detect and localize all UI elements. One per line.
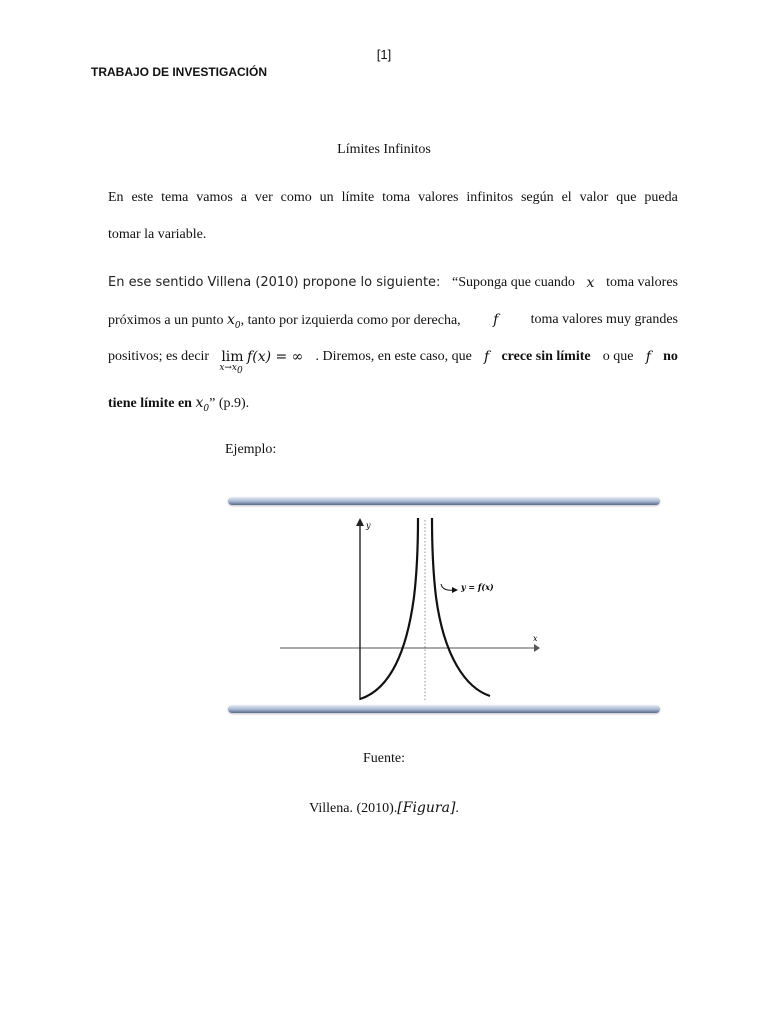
text-segment: positivos; es decir [108,349,210,364]
word: ver [254,190,273,205]
word: valor [579,190,609,205]
text-segment: o que [602,349,634,364]
word: En [108,190,124,205]
variable-f: f [645,349,651,365]
citation: Villena. (2010).[Figura]. [309,800,459,816]
y-axis-label: y [366,521,371,530]
page-number: [1] [376,47,392,62]
paragraph-line [108,312,678,331]
figure-bottom-border [228,705,660,713]
text-segment: . Diremos, en este caso, que [315,349,472,364]
limit-expression: lim $x\to x_0$ f(x) = ∞ [219,349,304,376]
word: límite [341,190,375,205]
intro-text: En ese sentido Villena (2010) propone lo siguiente: [108,275,441,290]
quote-text: toma valores [606,275,678,290]
paragraph-line [108,349,678,376]
quote-start: “Suponga que cuando [452,275,575,290]
left-branch [360,518,418,699]
paragraph-line [108,275,678,291]
right-branch [432,518,490,696]
variable-f: f [493,312,499,328]
figure-word: [Figura] [397,800,456,816]
variable-x: x [586,275,595,291]
word: un [319,190,334,205]
y-axis-arrow [356,518,364,526]
word: tema [161,190,189,205]
word: este [131,190,154,205]
word: a [240,190,247,205]
word: según [520,190,554,205]
label-pointer-arrow [452,587,458,593]
variable-f: f [484,349,490,365]
text-segment: ” (p.9). [209,396,250,411]
figure [228,492,660,718]
text-segment: próximos a un punto $x_0$, tanto por izquierda como por derecha, [108,312,461,331]
example-label: Ejemplo: [225,442,277,457]
text-segment: toma valores muy grandes [530,312,678,327]
paragraph-line: tomar la variable. [108,227,207,242]
running-header: TRABAJO DE INVESTIGACIÓN [91,65,268,79]
paragraph-line [108,395,678,414]
word: vamos [196,190,233,205]
word: como [280,190,312,205]
x-axis-arrow [534,644,540,652]
word: que [616,190,637,205]
word: infinitos [466,190,514,205]
variable-x0: $x_0$ [195,395,210,414]
bold-phrase: tiene límite en [108,396,192,411]
variable-x0: $x_0$ [227,312,241,331]
word: toma [382,190,411,205]
word: valores [418,190,459,205]
x-axis-label: x [533,634,538,643]
word: el [561,190,572,205]
word: pueda [644,190,678,205]
function-graph [228,492,660,718]
source-label: Fuente: [363,751,405,766]
section-title: Límites Infinitos [337,142,431,157]
bold-phrase: no [663,349,678,364]
bold-phrase: crece sin límite [501,349,591,364]
curve-label: y = f(x) [461,582,494,592]
paragraph-line [108,190,678,206]
